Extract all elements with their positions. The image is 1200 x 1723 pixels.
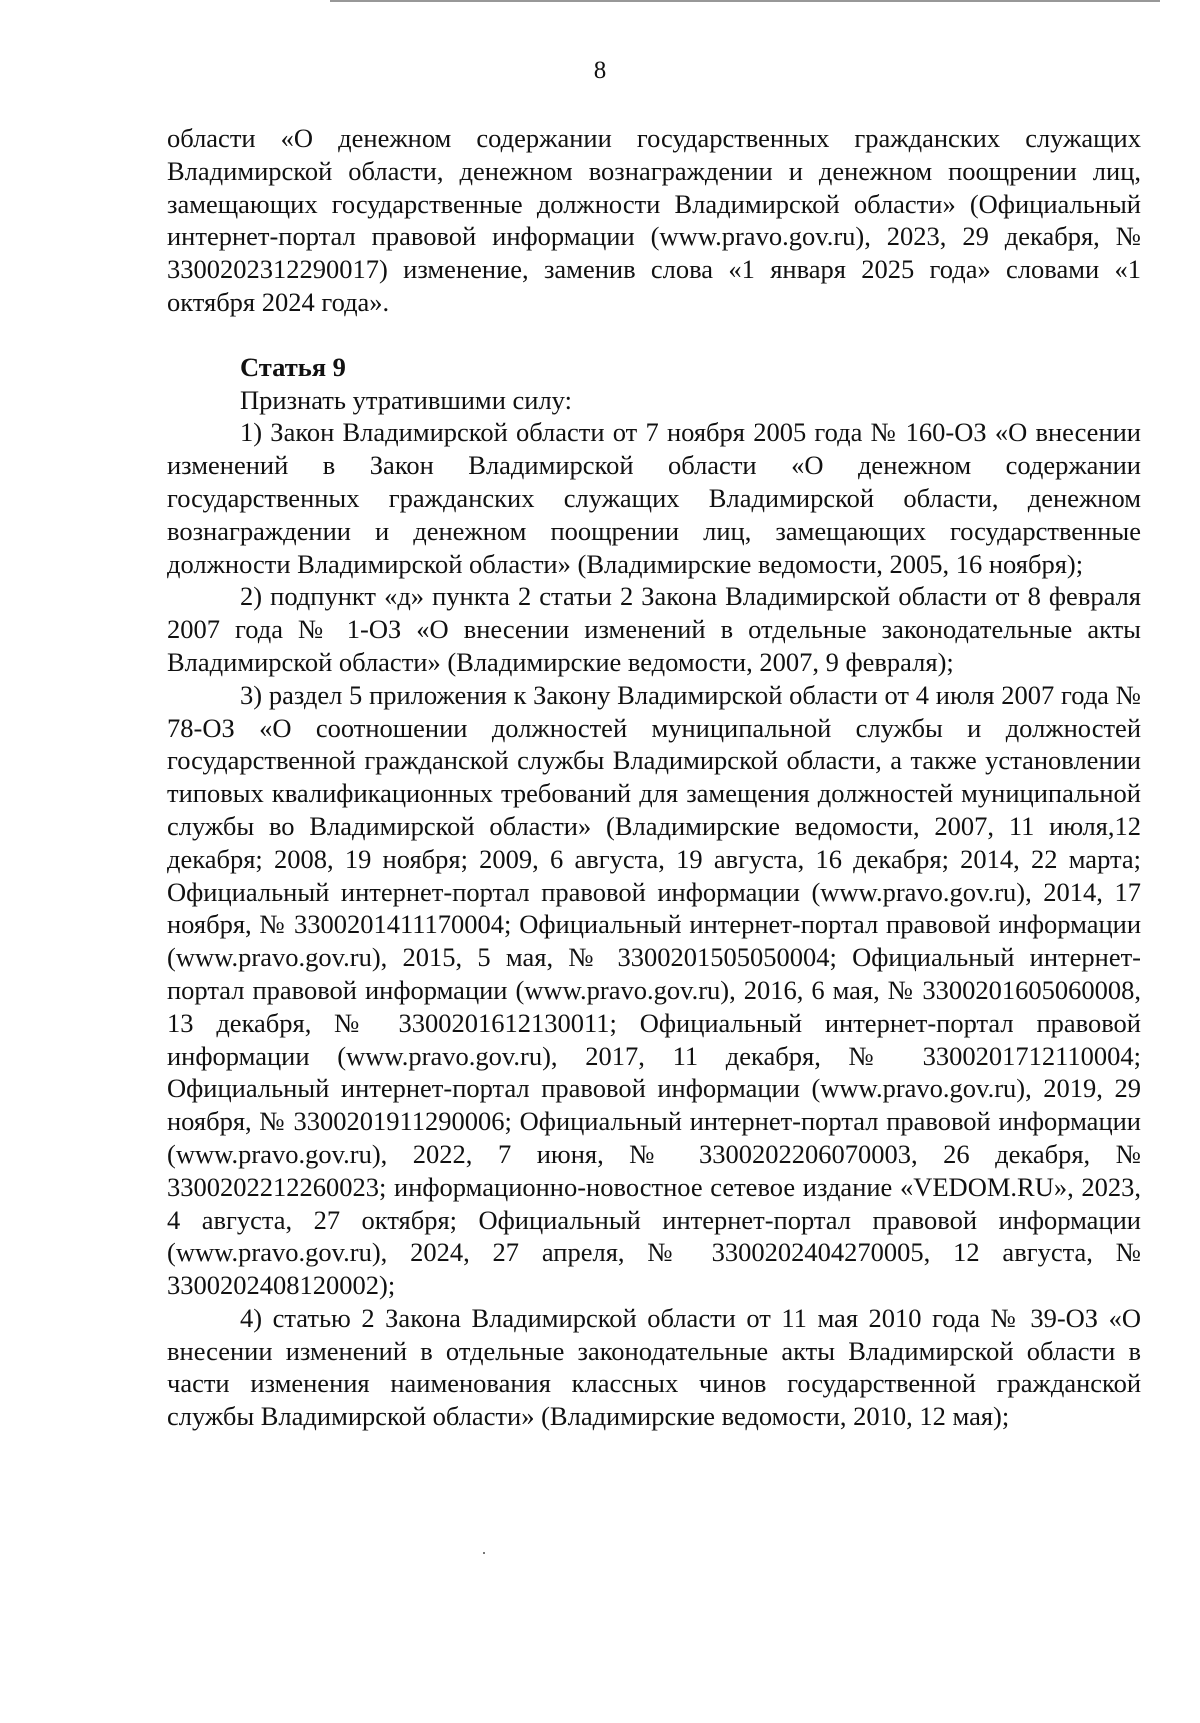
document-body bbox=[167, 122, 1141, 1433]
list-item-2: 2) подпункт «д» пункта 2 статьи 2 Закона Владимирской области от 8 февраля 2007 года № 1-ОЗ «О внесении изменений в отдельные законодательные акты Владимирской области» (Владимирские ведомости, 2007, 9 февраля); bbox=[167, 581, 1141, 677]
page-number: 8 bbox=[593, 57, 607, 84]
list-item-1: 1) Закон Владимирской области от 7 ноября 2005 года № 160-ОЗ «О внесении изменений в Закон Владимирской области «О денежном содержании государственных гражданских служащих Владимирской области, денежном вознаграждении и денежном поощрении лиц, замещающих государственные должности Владимирской области» (Владимирские ведомости, 2005, 16 ноября); bbox=[167, 417, 1141, 579]
continued-paragraph: области «О денежном содержании государственных гражданских служащих Владимирской области, денежном вознаграждении и денежном поощрении лиц, замещающих государственные должности Владимирской области» (Официальный интернет-портал правовой информации (www.pravo.gov.ru), 2023, 29 декабря, № 3300202312290017) изменение, заменив слова «1 января 2025 года» словами «1 октября 2024 года». bbox=[167, 123, 1141, 317]
list-item-3: 3) раздел 5 приложения к Закону Владимирской области от 4 июля 2007 года № 78-ОЗ «О соотношении должностей муниципальной службы и должностей государственной гражданской службы Владимирской области, а также установлении типовых квалификационных требований для замещения должностей муниципальной службы во Владимирской области» (Владимирские ведомости, 2007, 11 июля,12 декабря; 2008, 19 ноября; 2009, 6 августа, 19 августа, 16 декабря; 2014, 22 марта; Официальный интернет-портал правовой информации (www.pravo.gov.ru), 2014, 17 ноября, № 3300201411170004; Официальный интернет-портал правовой информации (www.pravo.gov.ru), 2015, 5 мая, № 3300201505050004; Официальный интернет-портал правовой информации (www.pravo.gov.ru), 2016, 6 мая, № 3300201605060008, 13 декабря, № 3300201612130011; Официальный интернет-портал правовой информации (www.pravo.gov.ru), 2017, 11 декабря, № 3300201712110004; Официальный интернет-портал правовой информации (www.pravo.gov.ru), 2019, 29 ноября, № 3300201911290006; Официальный интернет-портал правовой информации (www.pravo.gov.ru), 2022, 7 июня, № 3300202206070003, 26 декабря, № 3300202212260023; информационно-новостное сетевое издание «VEDOM.RU», 2023, 4 августа, 27 октября; Официальный интернет-портал правовой информации (www.pravo.gov.ru), 2024, 27 апреля, № 3300202404270005, 12 августа, № 3300202408120002); bbox=[167, 679, 1141, 1301]
article-intro: Признать утратившими силу: bbox=[240, 384, 572, 415]
article-heading: Статья 9 bbox=[240, 351, 346, 382]
scan-speck bbox=[483, 1552, 485, 1554]
scan-top-rule bbox=[330, 0, 1160, 2]
list-item-4: 4) статью 2 Закона Владимирской области от 11 мая 2010 года № 39-ОЗ «О внесении изменений в отдельные законодательные акты Владимирской области в части изменения наименования классных чинов государственной гражданской службы Владимирской области» (Владимирские ведомости, 2010, 12 мая); bbox=[167, 1302, 1141, 1432]
